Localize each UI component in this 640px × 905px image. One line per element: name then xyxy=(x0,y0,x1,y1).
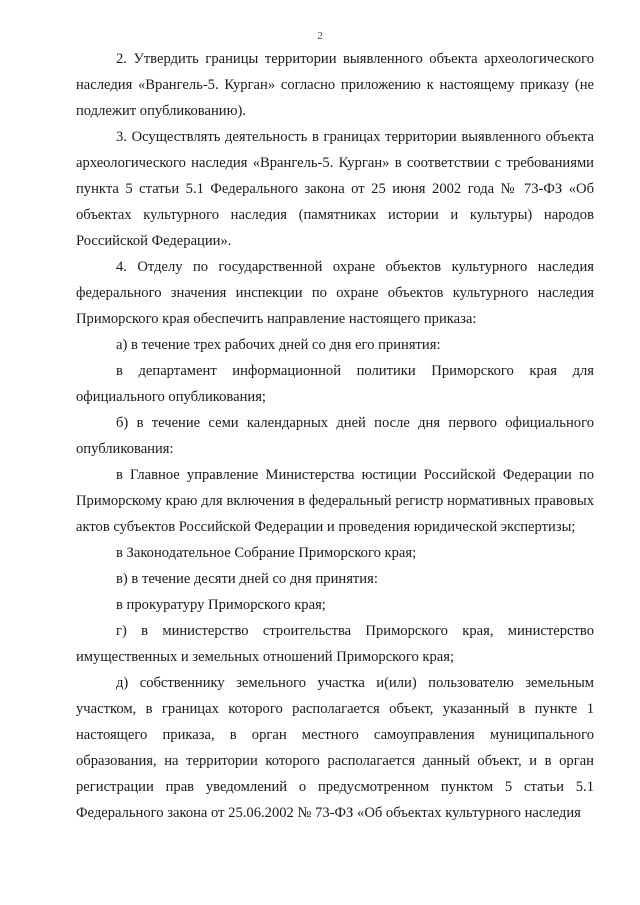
document-body xyxy=(76,46,594,826)
recipient-info-policy-dept: в департамент информационной политики Приморского края для официального опубликования; xyxy=(76,363,594,405)
subitem-v: в) в течение десяти дней со дня принятия: xyxy=(116,571,378,587)
recipient-justice-ministry: в Главное управление Министерства юстиции Российской Федерации по Приморскому краю для включения в федеральный регистр нормативных правовых актов субъектов Российской Федерации и проведения юридической экспертизы; xyxy=(76,467,594,535)
subitem-a: а) в течение трех рабочих дней со дня его принятия: xyxy=(116,337,441,353)
paragraph-item-3: 3. Осуществлять деятельность в границах территории выявленного объекта археологического наследия «Врангель-5. Курган» в соответствии с требованиями пункта 5 статьи 5.1 Федерального закона от 25 июня 2002 года № 73-ФЗ «Об объектах культурного наследия (памятниках истории и культуры) народов Российской Федерации». xyxy=(76,129,594,249)
page-number: 2 xyxy=(317,30,323,42)
subitem-b: б) в течение семи календарных дней после дня первого официального опубликования: xyxy=(76,415,594,457)
paragraph-item-2: 2. Утвердить границы территории выявленного объекта археологического наследия «Врангель-5. Курган» согласно приложению к настоящему приказу (не подлежит опубликованию). xyxy=(76,51,594,119)
subitem-d: д) собственнику земельного участка и(или) пользователю земельным участком, в границах которого располагается объект, указанный в пункте 1 настоящего приказа, в орган местного самоуправления муниципального образования, на территории которого располагается данный объект, и в орган регистрации прав уведомлений о предусмотренном пунктом 5 статьи 5.1 Федерального закона от 25.06.2002 № 73-ФЗ «Об объектах культурного наследия xyxy=(76,675,594,821)
recipient-prosecutor: в прокуратуру Приморского края; xyxy=(116,597,326,613)
subitem-g: г) в министерство строительства Приморского края, министерство имущественных и земельных отношений Приморского края; xyxy=(76,623,594,665)
recipient-legislative-assembly: в Законодательное Собрание Приморского края; xyxy=(116,545,417,561)
paragraph-item-4: 4. Отделу по государственной охране объектов культурного наследия федерального значения инспекции по охране объектов культурного наследия Приморского края обеспечить направление настоящего приказа: xyxy=(76,259,594,327)
